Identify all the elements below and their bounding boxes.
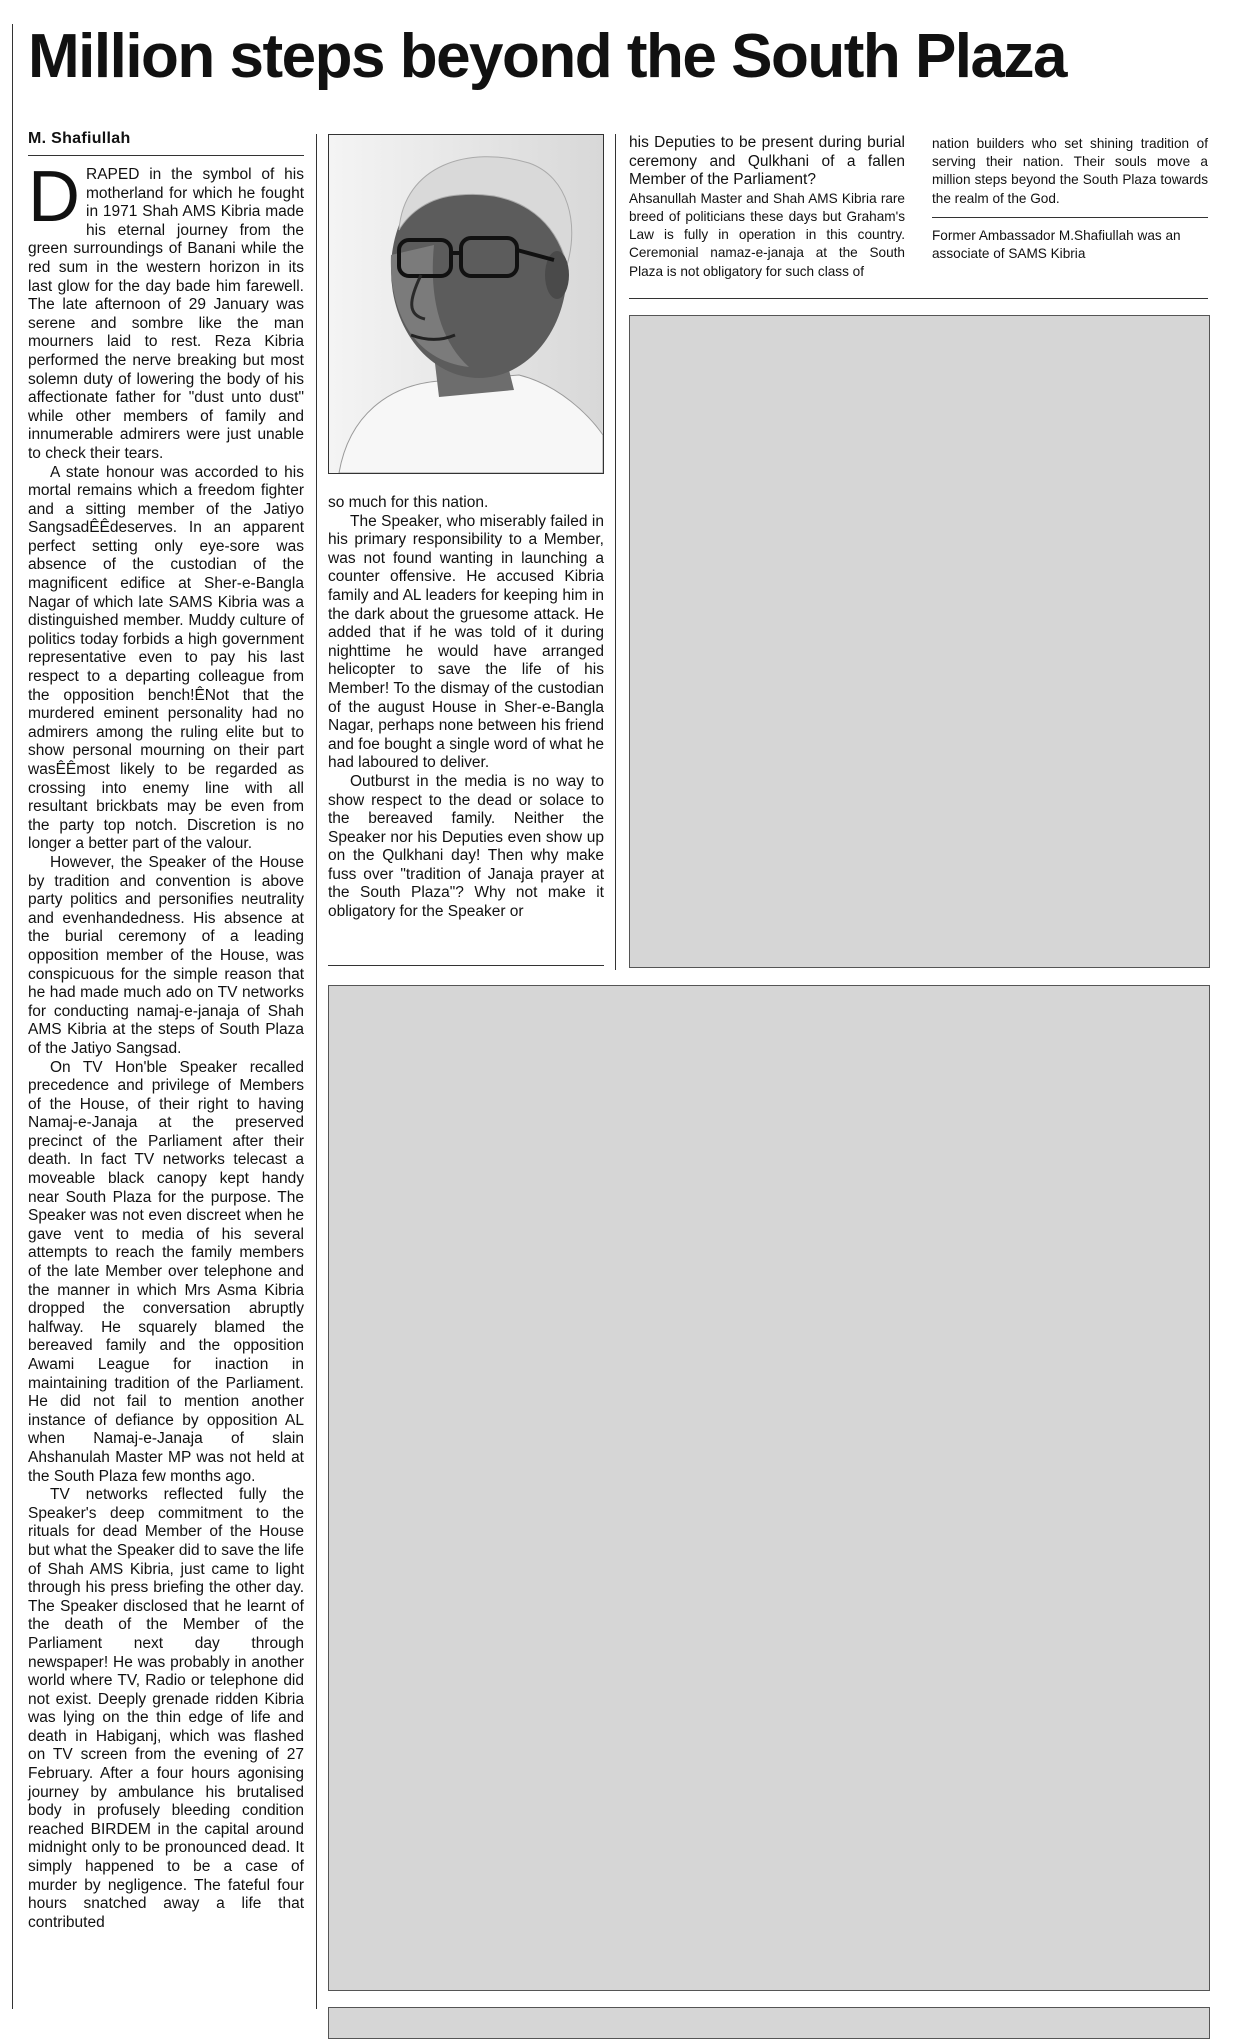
headline: Million steps beyond the South Plaza — [28, 22, 1066, 91]
column-1 — [28, 157, 304, 1932]
col2-paragraph-2: The Speaker, who miserably failed in his primary responsibility to a Member, was not found wanting in launching a counter offensive. He accused Kibria family and AL leaders for keeping him in the dark about the gruesome attack. He added that if he was told of it during nighttime he would have arranged helicopter to save the life of his Member! To the dismay of the custodian of the august House in Sher-e-Bangla Nagar, perhaps none between his friend and foe bought a single word of what he had laboured to deliver. — [328, 512, 604, 772]
author-bio: Former Ambassador M.Shafiullah was an associate of SAMS Kibria — [932, 228, 1181, 262]
col1-paragraph-4: On TV Hon'ble Speaker recalled precedence and privilege of Members of the House, of their right to having Namaj-e-Janaja at the preserved precinct of the Parliament after their death. In fact TV networks telecast a moveable black canopy kept handy near South Plaza for the purpose. The Speaker was not even discreet when he gave vent to media of his several attempts to reach the family members of the late Member over telephone and the manner in which Mrs Asma Kibria dropped the conversation abruptly halfway. He squarely blamed the bereaved family and the opposition Awami League for inaction in maintaining tradition of the Parliament. He did not fail to mention another instance of defiance by opposition AL when Namaj-e-Janaja of slain Ahshanulah Master MP was not held at the South Plaza few months ago. — [28, 1058, 304, 1485]
col1-paragraph-2: A state honour was accorded to his mortal remains which a freedom fighter and a sitting member of the Jatiyo SangsadÊÊdeserves. In an apparent perfect setting only eye-sore was absence of the custodian of the magnificent edifice at Sher-e-Bangla Nagar of which late SAMS Kibria was a distinguished member. Muddy culture of politics today forbids a high government representative even to pay his last respect to a departing colleague from the opposition bench!ÊNot that the murdered eminent personality had no admirers among the ruling elite but to show personal mourning on their part wasÊÊmost likely to be regarded as crossing into enemy line with all resultant brickbats may be even from the party top notch. Discretion is no longer a better part of the valour. — [28, 463, 304, 853]
col1-paragraph-5: TV networks reflected fully the Speaker's deep commitment to the rituals for dead Member of the House but what the Speaker did to save the life of Shah AMS Kibria, just came to light through his press briefing the other day. The Speaker disclosed that he learnt of the death of the Member of the Parliament next day through newspaper! He was probably in another world where TV, Radio or telephone did not exist. Deeply grenade ridden Kibria was lying on the thin edge of life and death in Habiganj, which was flashed on TV screen from the evening of 27 February. After a four hours agonising journey by ambulance his brutalised body in profusely bleeding condition reached BIRDEM in the capital around midnight only to be pronounced dead. It simply happened to be a case of murder by negligence. The fateful four hours snatched away a life that contributed — [28, 1486, 304, 1931]
col3-paragraph-1: his Deputies to be present during burial ceremony and Qulkhani of a fallen Member of the Parliament? — [629, 134, 905, 189]
col3-paragraph-2: Ahsanullah Master and Shah AMS Kibria rare breed of politicians these days but Graham's Law is fully in operation in this country. Ceremonial namaz-e-janaja at the South Plaza is not obligatory for such class of — [629, 190, 905, 279]
col2-paragraph-3: Outburst in the media is no way to show respect to the dead or solace to the bereaved family. Neither the Speaker nor his Deputies even show up on the Qulkhani day! Then why make fuss over "tradition of Janaja prayer at the South Plaza"? Why not make it obligatory for the Speaker or — [328, 772, 604, 921]
column-rule-1 — [316, 134, 317, 2009]
bio-rule — [932, 217, 1208, 218]
column-3 — [629, 134, 905, 281]
byline: M. Shafiullah — [28, 130, 131, 147]
advert-box-top — [629, 315, 1210, 968]
portrait-illustration — [329, 135, 603, 473]
byline-rule — [28, 155, 304, 156]
column-2 — [328, 494, 604, 922]
advert-box-middle — [328, 985, 1210, 1991]
left-margin-rule — [12, 24, 13, 2009]
portrait-photo — [328, 134, 604, 474]
column-4 — [932, 135, 1208, 208]
col1-paragraph-1: DRAPED in the symbol of his motherland for which he fought in 1971 Shah AMS Kibria made his eternal journey from the green surroundings of Banani while the red sum in the western horizon in its last glow for the day bade him farewell. The late afternoon of 29 January was serene and sombre like the man mourners laid to rest. Reza Kibria performed the nerve breaking but most solemn duty of lowering the body of his affectionate father for "dust unto dust" while other members of family and innumerable admirers were just unable to check their tears. — [28, 157, 304, 462]
column-rule-2 — [615, 134, 616, 970]
col1-paragraph-3: However, the Speaker of the House by tradition and convention is above party politics and personifies neutrality and evenhandedness. His absence at the burial ceremony of a leading opposition member of the House, was conspicuous for the simple reason that he had made much ado on TV networks for conducting namaj-e-janaja of Shah AMS Kibria at the steps of South Plaza of the Jatiyo Sangsad. — [28, 853, 304, 1057]
col2-paragraph-1: so much for this nation. — [328, 494, 489, 511]
col4-paragraph-1: nation builders who set shining tradition of serving their nation. Their souls move a million steps beyond the South Plaza towards the realm of the God. — [932, 136, 1208, 206]
top-right-section-rule — [629, 298, 1208, 299]
advert-box-bottom — [328, 2007, 1210, 2039]
column-2-end-rule — [328, 965, 604, 966]
drop-cap: D — [28, 157, 80, 237]
